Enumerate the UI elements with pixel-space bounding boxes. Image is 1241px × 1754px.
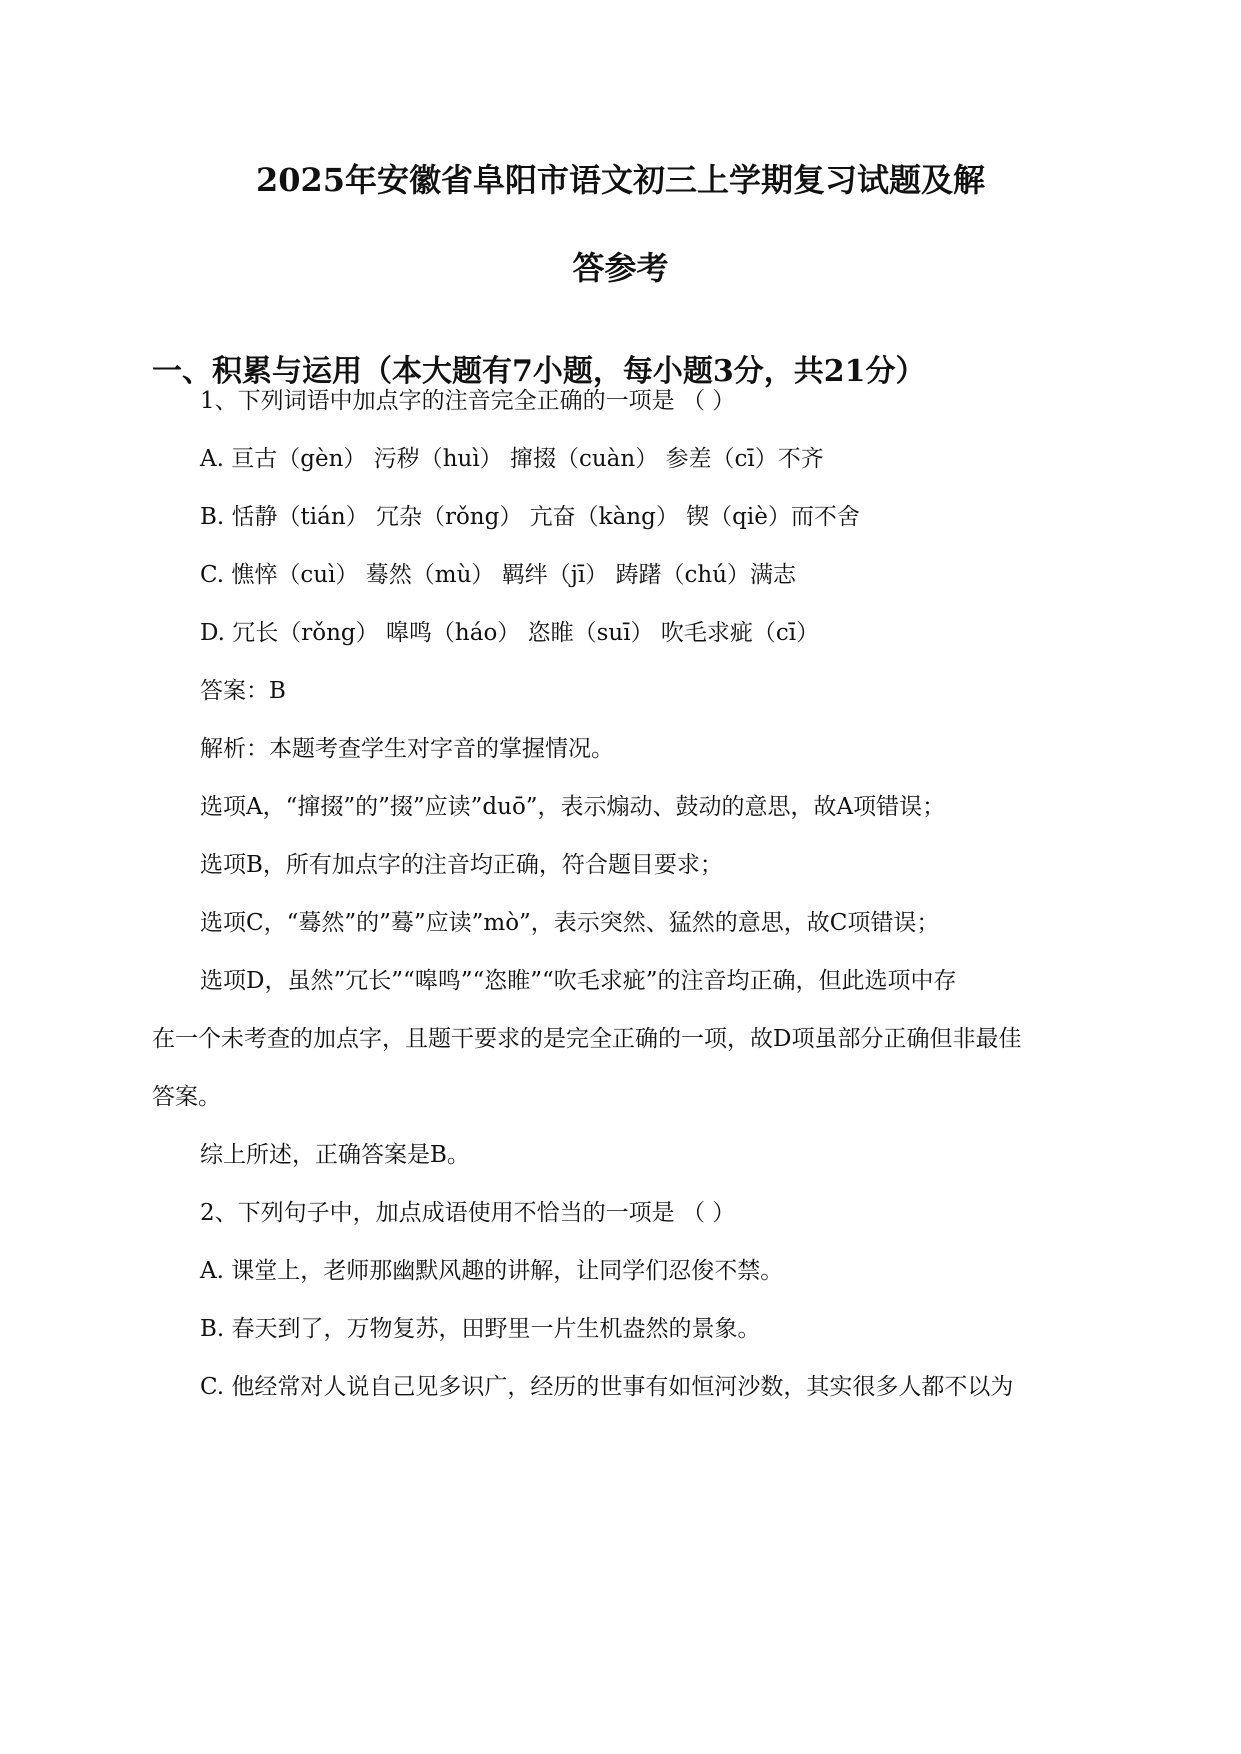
q2-stem: 2、下列句子中，加点成语使用不恰当的一项是 （ ）	[200, 1200, 736, 1226]
q1-option-a: A. 亘古（gèn） 污秽（huì） 撺掇（cuàn） 参差（cī）不齐	[200, 446, 824, 472]
q2-option-c: C. 他经常对人说自己见多识广，经历的世事有如恒河沙数，其实很多人都不以为	[200, 1374, 1014, 1400]
section-heading: 一、积累与运用（本大题有7小题，每小题3分，共21分）	[152, 354, 926, 389]
q1-analysis-d-line3: 答案。	[152, 1084, 221, 1110]
document-title-line1: 2025年安徽省阜阳市语文初三上学期复习试题及解	[255, 161, 986, 199]
q1-conclusion: 综上所述，正确答案是B。	[200, 1142, 470, 1168]
q1-analysis-intro: 解析：本题考查学生对字音的掌握情况。	[200, 736, 614, 762]
q1-analysis-b: 选项B，所有加点字的注音均正确，符合题目要求；	[200, 852, 723, 878]
q1-analysis-c: 选项C，“蓦然”的”蓦”应读”mò”，表示突然、猛然的意思，故C项错误；	[200, 910, 940, 936]
q1-analysis-d-line1: 选项D，虽然”冗长”“嗥鸣”“恣睢”“吹毛求疵”的注音均正确，但此选项中存	[200, 968, 957, 994]
document-title-line2: 答参考	[572, 249, 669, 287]
q1-option-d: D. 冗长（rǒng） 嗥鸣（háo） 恣睢（suī） 吹毛求疵（cī）	[200, 620, 820, 646]
q1-analysis-d-line2: 在一个未考查的加点字，且题干要求的是完全正确的一项，故D项虽部分正确但非最佳	[152, 1026, 1022, 1052]
q2-option-b: B. 春天到了，万物复苏，田野里一片生机盎然的景象。	[200, 1316, 761, 1342]
q2-option-a: A. 课堂上，老师那幽默风趣的讲解，让同学们忍俊不禁。	[200, 1258, 784, 1284]
q1-option-b: B. 恬静（tián） 冗杂（rǒng） 亢奋（kàng） 锲（qiè）而不舍	[200, 504, 860, 530]
q1-analysis-a: 选项A，“撺掇”的”掇”应读”duō”，表示煽动、鼓动的意思，故A项错误；	[200, 794, 946, 820]
q1-stem: 1、下列词语中加点字的注音完全正确的一项是 （ ）	[200, 388, 736, 414]
q1-answer: 答案：B	[200, 678, 286, 704]
q1-option-c: C. 憔悴（cuì） 蓦然（mù） 羁绊（jī） 踌躇（chú）满志	[200, 562, 797, 588]
